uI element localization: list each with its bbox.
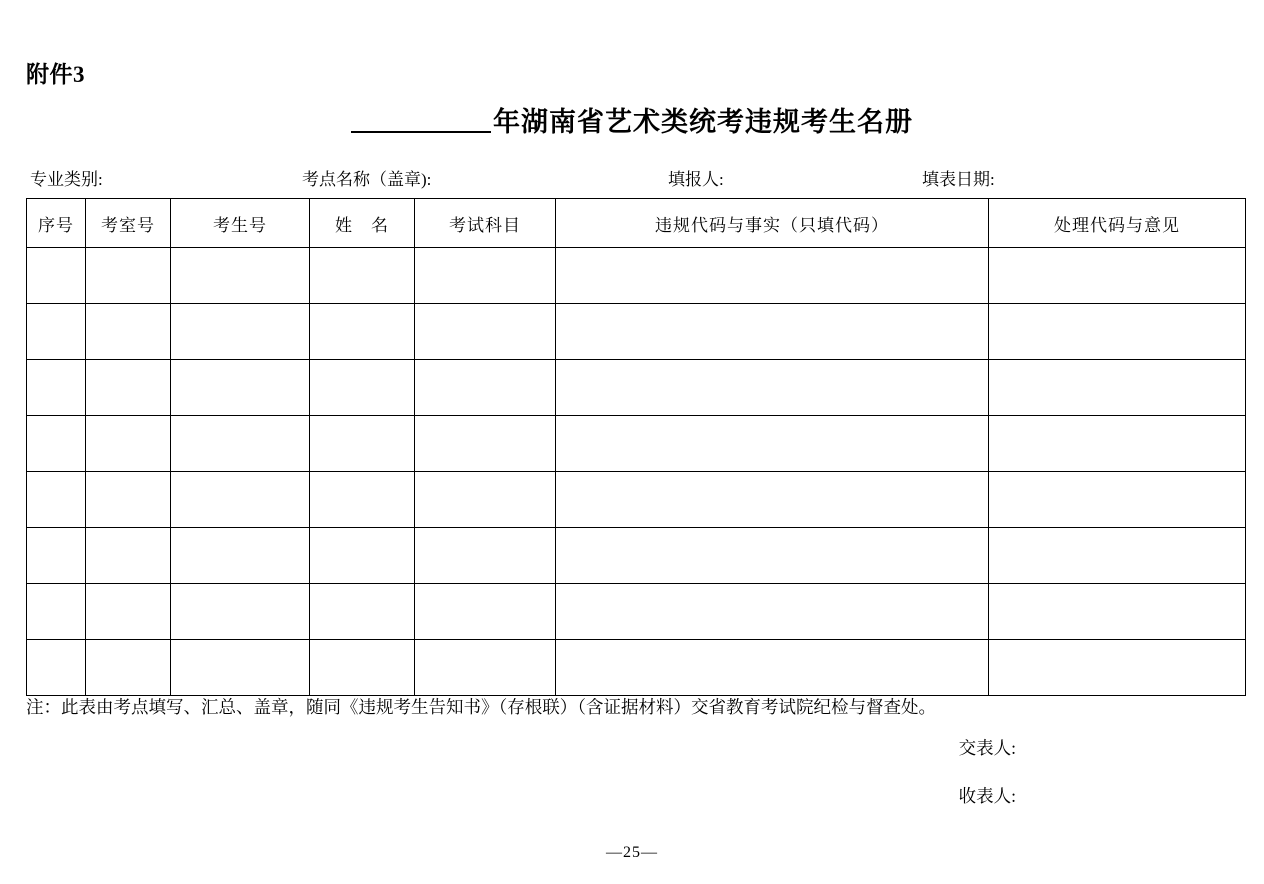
page-title-text: 年湖南省艺术类统考违规考生名册 [493,107,913,137]
cell-violation[interactable] [556,528,989,584]
cell-exam-id[interactable] [171,584,310,640]
cell-room[interactable] [86,360,171,416]
cell-name[interactable] [310,248,415,304]
cell-handling[interactable] [989,472,1246,528]
page-title [0,100,1264,139]
cell-subject[interactable] [415,304,556,360]
cell-room[interactable] [86,472,171,528]
column-header-handling: 处理代码与意见 [989,199,1246,248]
cell-room[interactable] [86,416,171,472]
column-header-room: 考室号 [86,199,171,248]
cell-name[interactable] [310,416,415,472]
column-header-violation: 违规代码与事实（只填代码） [556,199,989,248]
cell-no[interactable] [27,416,86,472]
cell-room[interactable] [86,640,171,696]
cell-exam-id[interactable] [171,528,310,584]
table-row [27,360,1246,416]
cell-no[interactable] [27,304,86,360]
cell-subject[interactable] [415,360,556,416]
column-header-name: 姓 名 [310,199,415,248]
cell-violation[interactable] [556,640,989,696]
meta-major-category: 专业类别: [30,170,103,189]
column-header-no: 序号 [27,199,86,248]
cell-handling[interactable] [989,584,1246,640]
cell-handling[interactable] [989,248,1246,304]
signature-receiver: 收表人: [958,786,1016,806]
cell-exam-id[interactable] [171,304,310,360]
meta-exam-site: 考点名称（盖章): [302,170,432,189]
cell-subject[interactable] [415,416,556,472]
cell-subject[interactable] [415,584,556,640]
table-row [27,248,1246,304]
cell-violation[interactable] [556,248,989,304]
table-header-row [27,199,1246,248]
cell-handling[interactable] [989,640,1246,696]
cell-room[interactable] [86,248,171,304]
cell-room[interactable] [86,304,171,360]
column-header-exam-id: 考生号 [171,199,310,248]
cell-handling[interactable] [989,360,1246,416]
cell-no[interactable] [27,584,86,640]
meta-filler: 填报人: [668,170,724,189]
cell-subject[interactable] [415,528,556,584]
table-row [27,472,1246,528]
table-row [27,640,1246,696]
cell-exam-id[interactable] [171,360,310,416]
cell-no[interactable] [27,640,86,696]
cell-subject[interactable] [415,472,556,528]
cell-handling[interactable] [989,304,1246,360]
meta-fill-date: 填表日期: [922,170,995,189]
cell-violation[interactable] [556,416,989,472]
table-row [27,584,1246,640]
cell-name[interactable] [310,472,415,528]
cell-exam-id[interactable] [171,248,310,304]
cell-violation[interactable] [556,584,989,640]
meta-row [30,165,1234,189]
cell-room[interactable] [86,584,171,640]
cell-no[interactable] [27,248,86,304]
signature-submitter: 交表人: [958,738,1016,758]
cell-handling[interactable] [989,416,1246,472]
table-row [27,528,1246,584]
cell-no[interactable] [27,360,86,416]
cell-violation[interactable] [556,304,989,360]
attachment-label: 附件3 [26,62,85,87]
table-note: 注：此表由考点填写、汇总、盖章，随同《违规考生告知书》（存根联）（含证据材料）交省教育考试院纪检与督查处。 [26,697,936,717]
cell-name[interactable] [310,360,415,416]
cell-room[interactable] [86,528,171,584]
cell-exam-id[interactable] [171,472,310,528]
cell-subject[interactable] [415,640,556,696]
violation-register-table [26,198,1246,696]
page-number: —25— [606,844,658,861]
title-blank-line [351,109,491,133]
cell-no[interactable] [27,528,86,584]
cell-no[interactable] [27,472,86,528]
cell-handling[interactable] [989,528,1246,584]
table-row [27,304,1246,360]
cell-violation[interactable] [556,360,989,416]
cell-name[interactable] [310,528,415,584]
cell-name[interactable] [310,304,415,360]
cell-name[interactable] [310,640,415,696]
cell-exam-id[interactable] [171,416,310,472]
cell-violation[interactable] [556,472,989,528]
column-header-subject: 考试科目 [415,199,556,248]
cell-exam-id[interactable] [171,640,310,696]
cell-subject[interactable] [415,248,556,304]
table-row [27,416,1246,472]
cell-name[interactable] [310,584,415,640]
